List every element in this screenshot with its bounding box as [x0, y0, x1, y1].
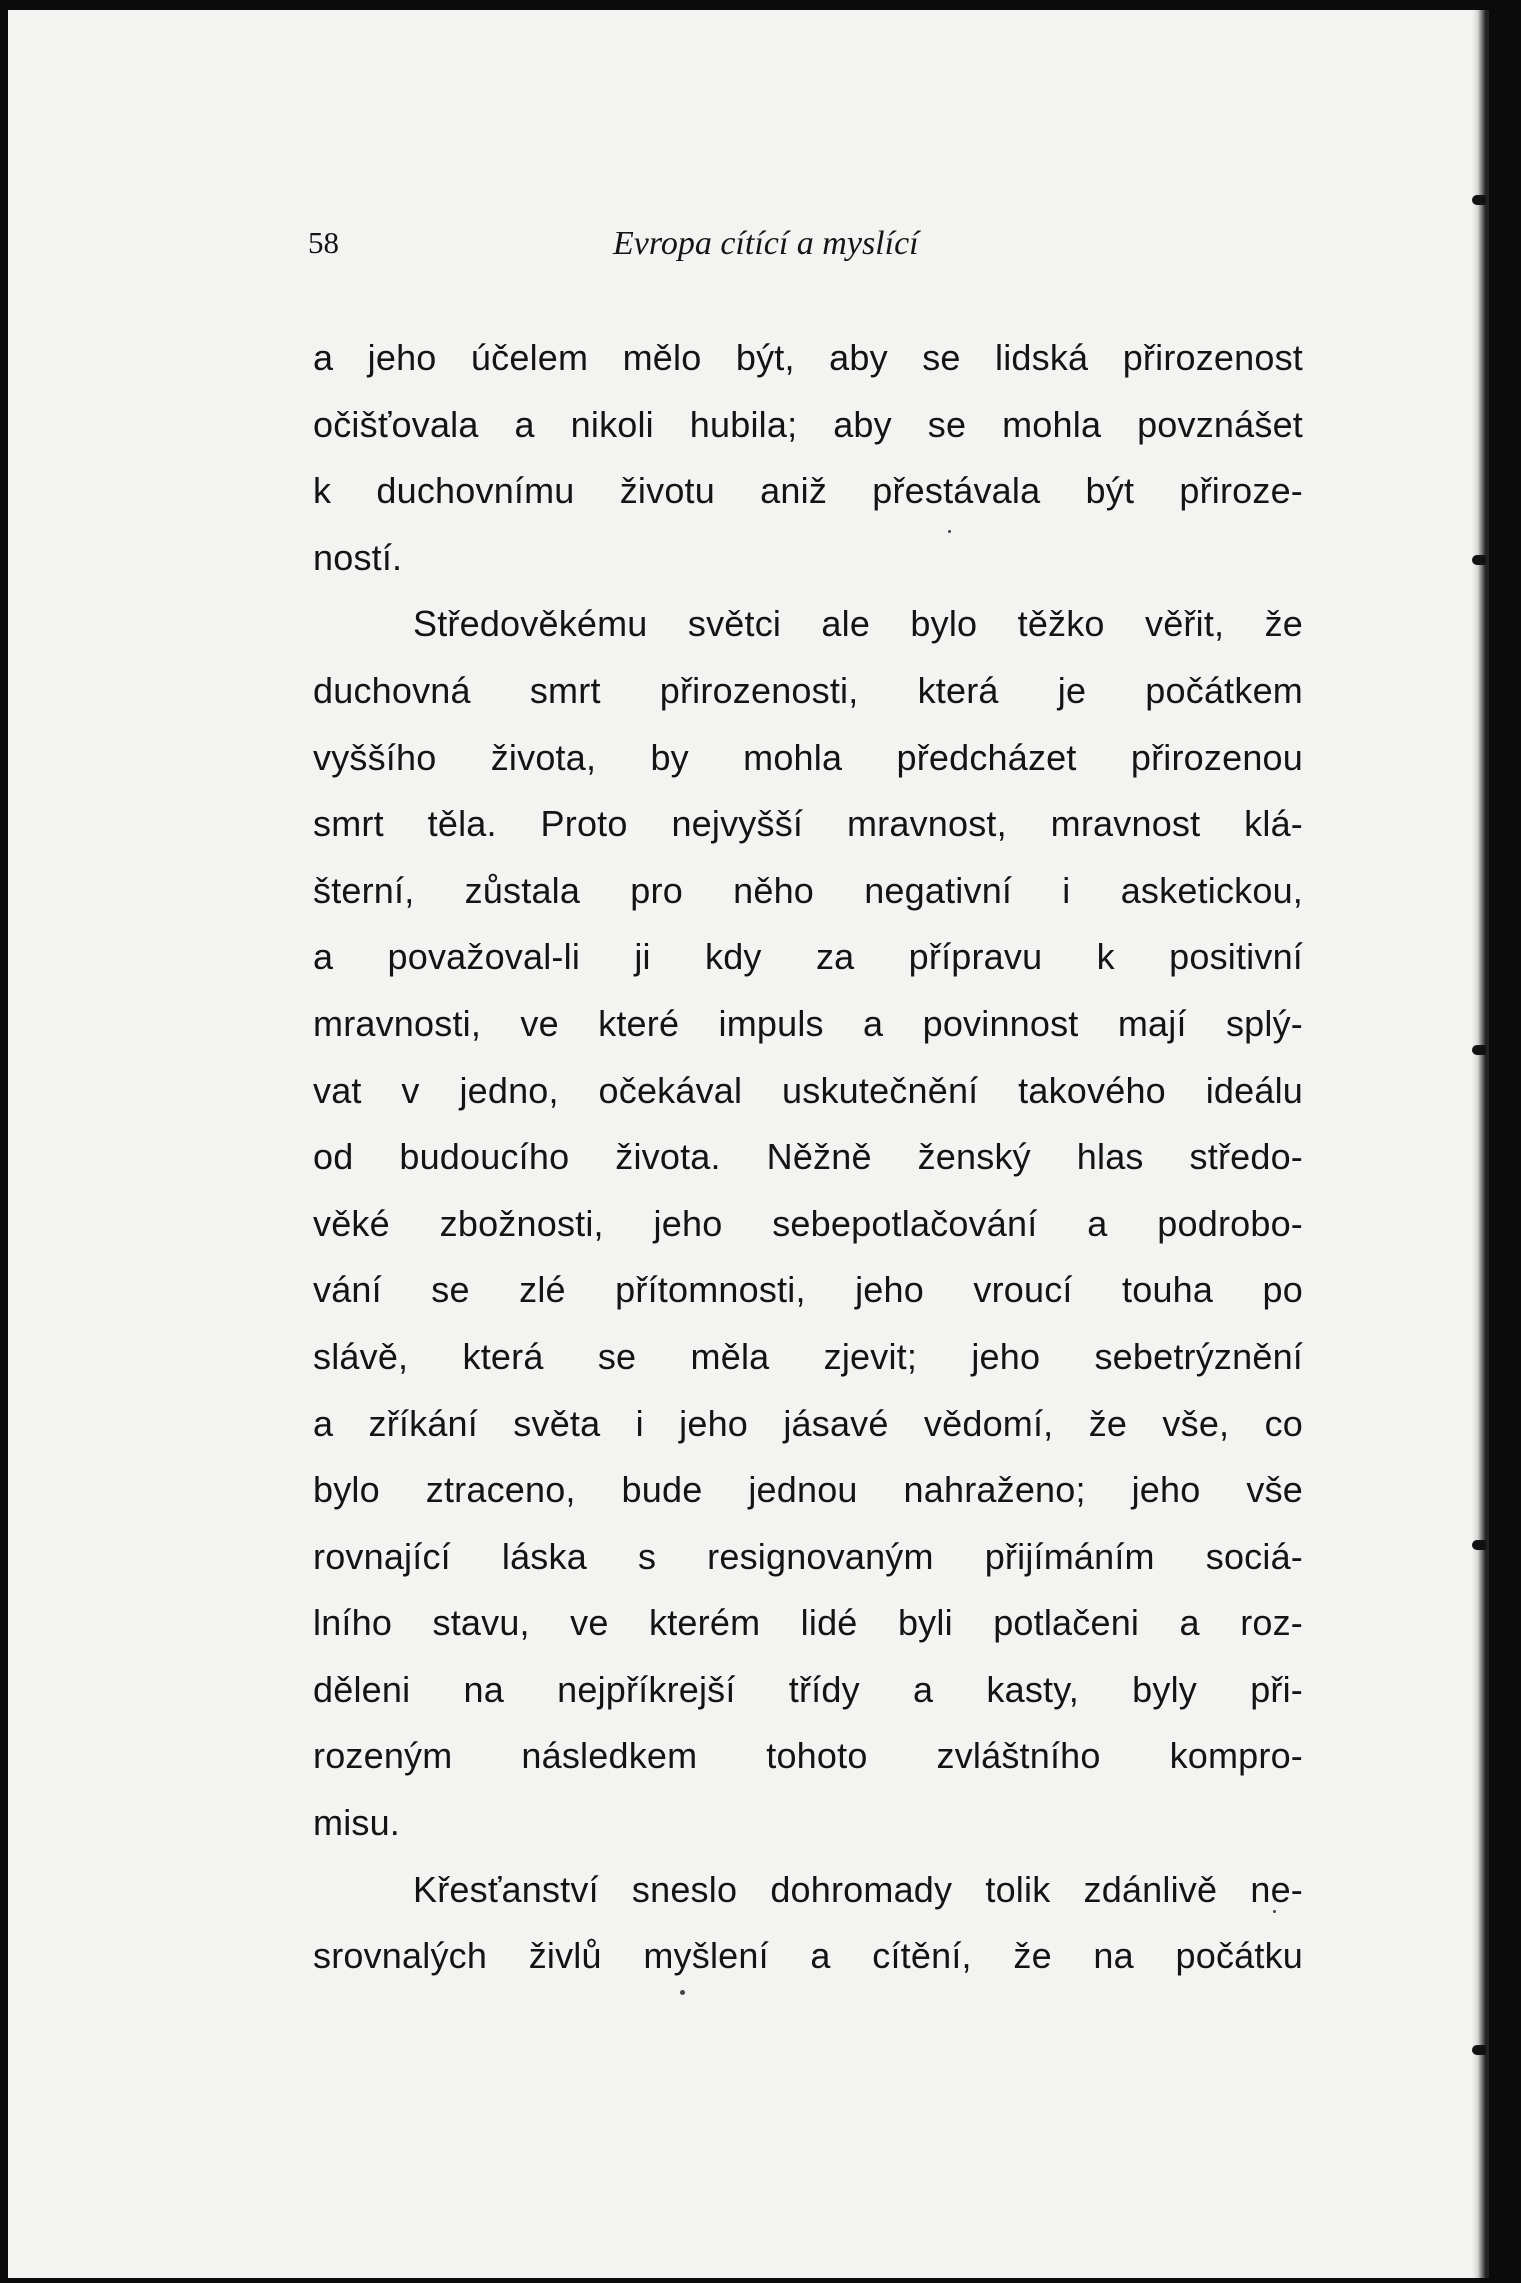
text-line: mravnosti, ve které impuls a povinnost mají splý- — [313, 1002, 1303, 1044]
text-line: k duchovnímu životu aniž přestávala být přiroze- — [313, 470, 1303, 512]
page-number: 58 — [308, 225, 339, 260]
text-line: rozeným následkem tohoto zvláštního kompro- — [313, 1735, 1303, 1777]
text-line: duchovná smrt přirozenosti, která je počátkem — [313, 669, 1303, 711]
text-line: rovnající láska s resignovaným přijímáním sociá- — [313, 1535, 1303, 1577]
text-line: a považoval-li ji kdy za přípravu k positivní — [313, 936, 1303, 978]
text-line: a zříkání světa i jeho jásavé vědomí, že vše, co — [313, 1402, 1303, 1444]
text-line: vání se zlé přítomnosti, jeho vroucí touha po — [313, 1269, 1303, 1311]
body-text — [313, 325, 1303, 1990]
text-line: děleni na nejpříkrejší třídy a kasty, byly při- — [313, 1668, 1303, 1710]
text-line: Středověkému světci ale bylo těžko věřit, že — [413, 603, 1303, 645]
text-line: vyššího života, by mohla předcházet přirozenou — [313, 736, 1303, 778]
text-line: srovnalých živlů myšlení a cítění, že na počátku — [313, 1935, 1303, 1977]
ink-speck — [680, 1990, 685, 1995]
text-line: věké zbožnosti, jeho sebepotlačování a podrobo- — [313, 1202, 1303, 1244]
edge-mark — [1472, 2045, 1488, 2055]
text-line: slávě, která se měla zjevit; jeho sebetrýznění — [313, 1335, 1303, 1377]
text-line: misu. — [313, 1802, 401, 1844]
text-line: a jeho účelem mělo být, aby se lidská přirozenost — [313, 337, 1303, 378]
text-line: šterní, zůstala pro něho negativní i asketickou, — [313, 869, 1303, 911]
text-line: od budoucího života. Něžně ženský hlas středo- — [313, 1136, 1303, 1178]
text-line: očišťovala a nikoli hubila; aby se mohla povznášet — [313, 403, 1303, 445]
edge-mark — [1472, 1540, 1488, 1550]
text-line: Křesťanství sneslo dohromady tolik zdánlivě ne- — [413, 1868, 1303, 1910]
edge-mark — [1472, 555, 1488, 565]
edge-mark — [1472, 195, 1488, 205]
text-line: bylo ztraceno, bude jednou nahraženo; jeho vše — [313, 1469, 1303, 1511]
running-header — [308, 225, 1208, 275]
book-page — [8, 10, 1489, 2278]
page-edge-shadow — [1472, 10, 1486, 2278]
running-title: Evropa cítící a myslící — [613, 225, 919, 262]
text-line: smrt těla. Proto nejvyšší mravnost, mravnost klá- — [313, 803, 1303, 845]
text-line: lního stavu, ve kterém lidé byli potlačeni a roz- — [313, 1602, 1303, 1644]
paragraph — [313, 591, 1303, 1856]
edge-mark — [1472, 1045, 1488, 1055]
text-line: vat v jedno, očekával uskutečnění takového ideálu — [313, 1069, 1303, 1111]
text-line: ností. — [313, 536, 403, 578]
paragraph — [313, 325, 1303, 591]
paragraph — [313, 1857, 1303, 1990]
